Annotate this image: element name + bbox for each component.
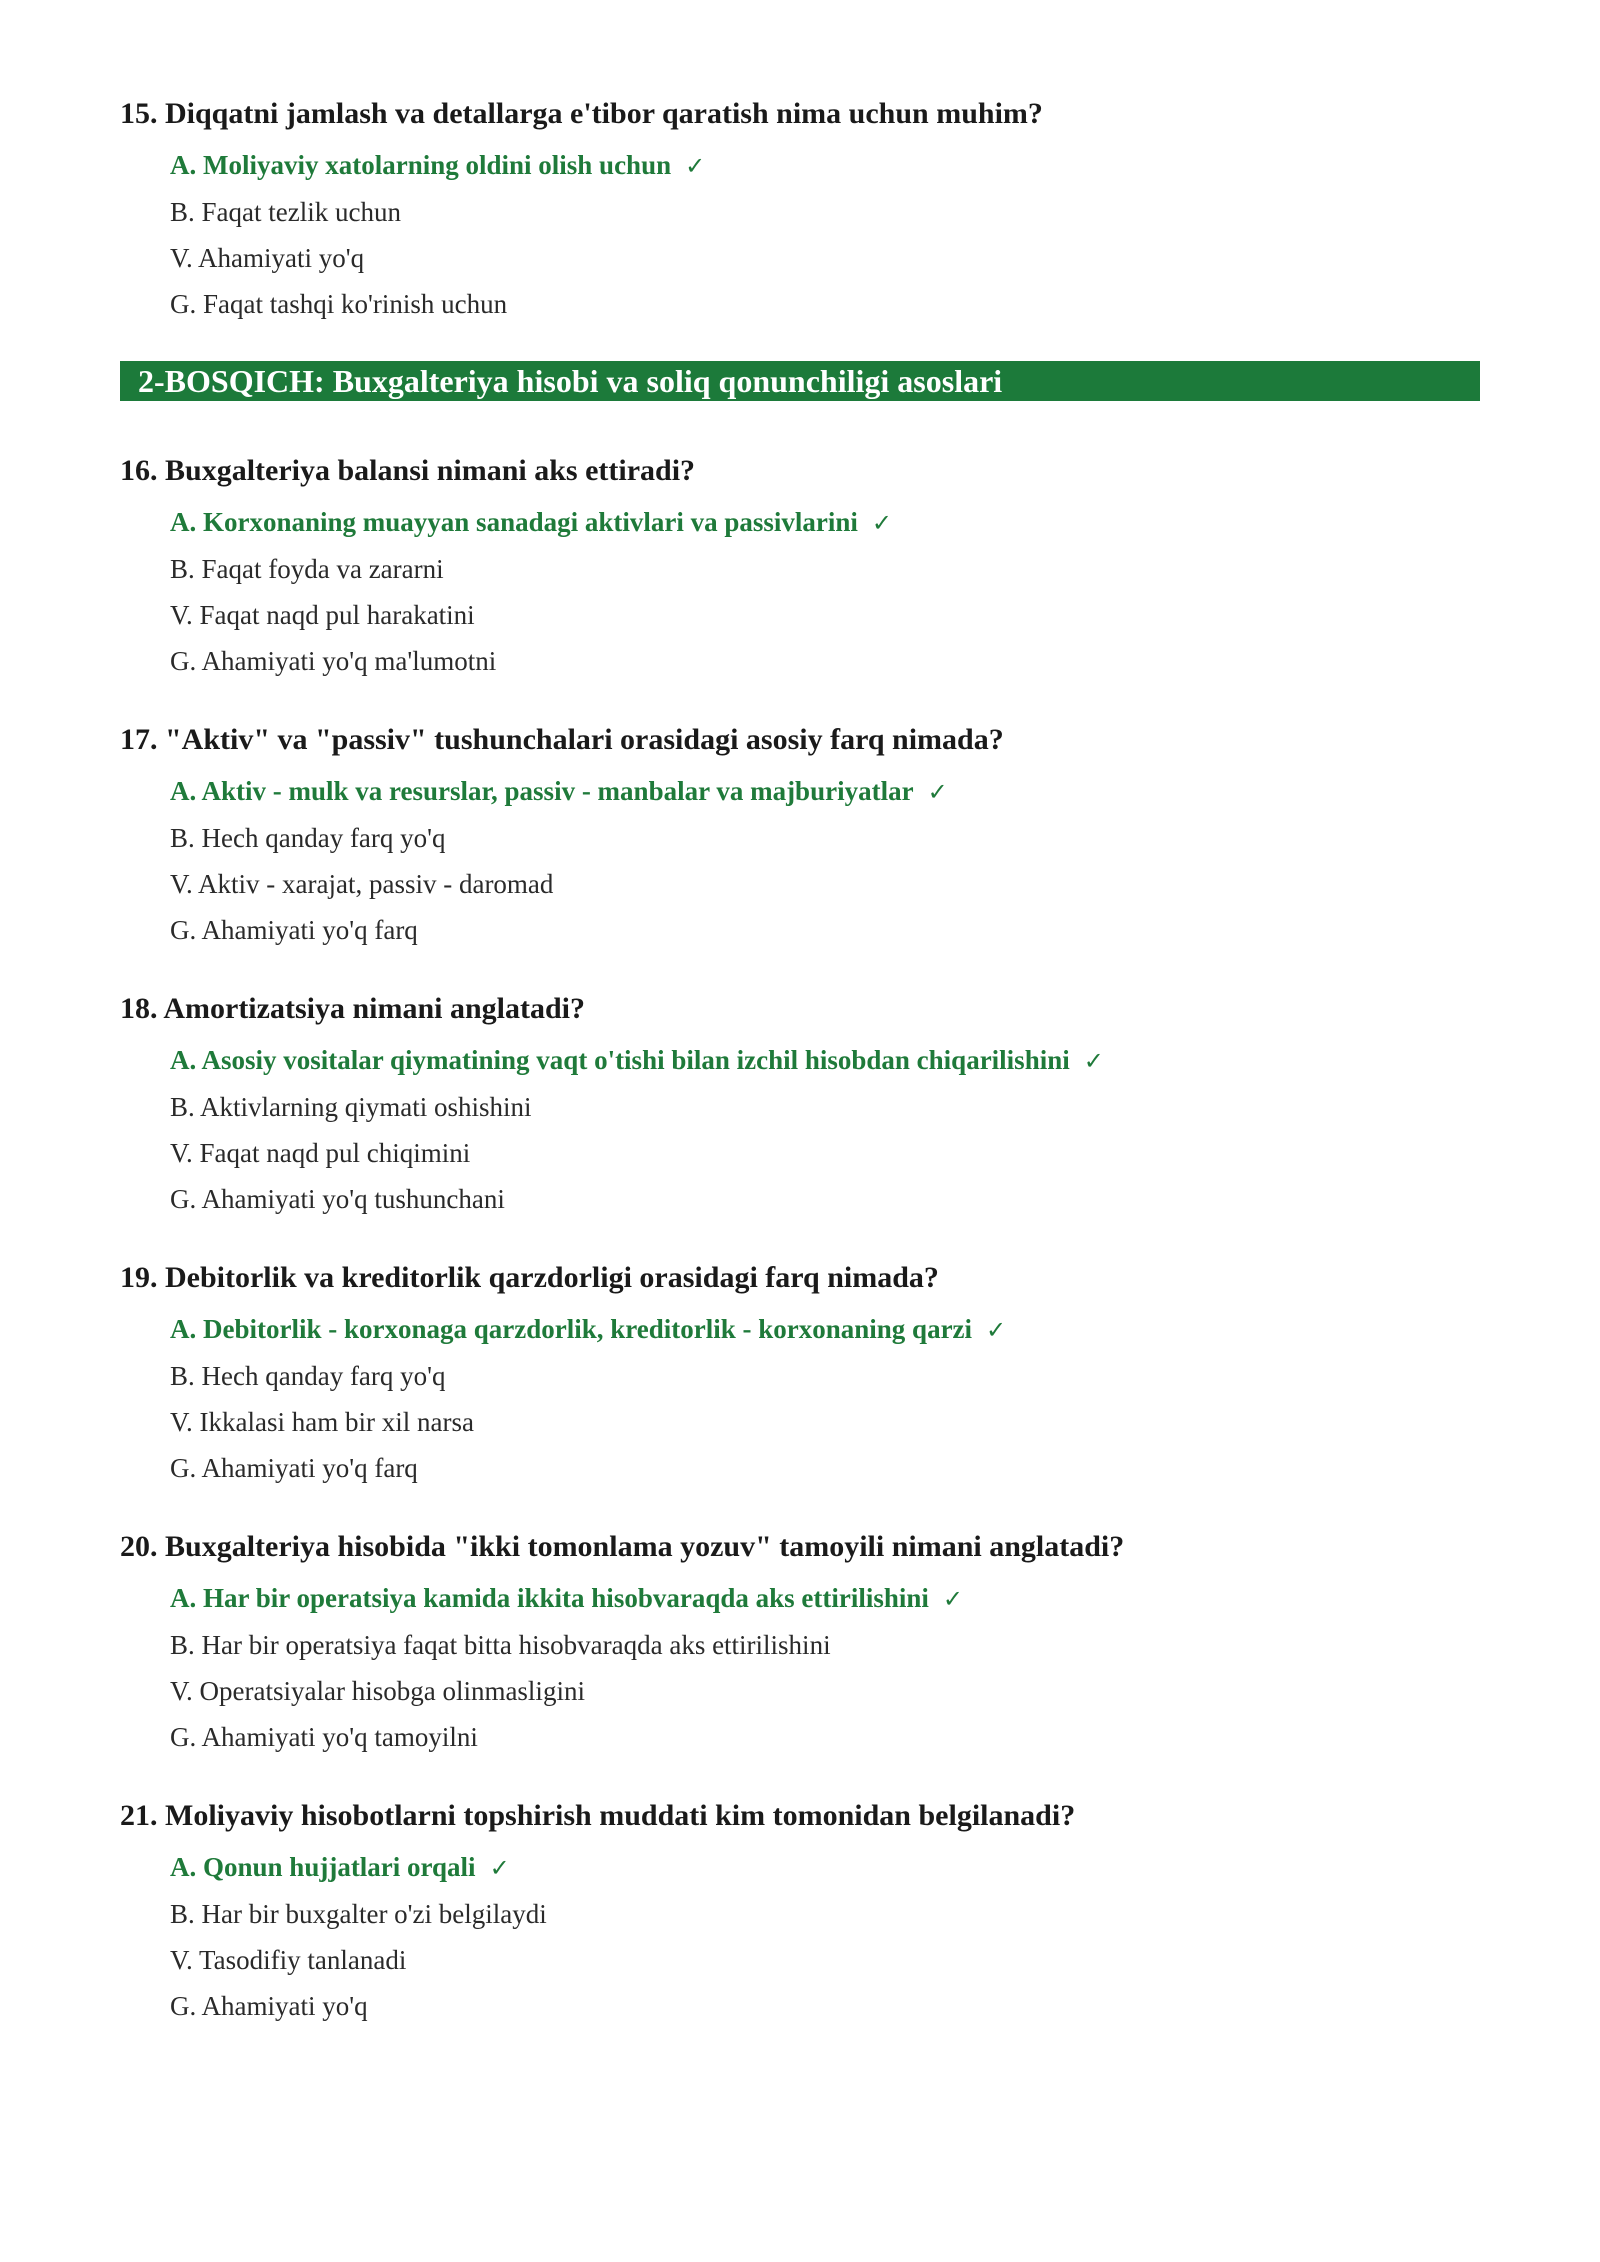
answer-option-text: V. Faqat naqd pul harakatini — [170, 600, 475, 630]
answer-option-text: B. Aktivlarning qiymati oshishini — [170, 1092, 532, 1122]
check-icon: ✓ — [942, 1585, 963, 1613]
answer-option-correct — [120, 768, 1480, 815]
answer-option — [120, 1622, 1480, 1668]
answer-option-text: V. Tasodifiy tanlanadi — [170, 1945, 407, 1975]
answer-option-text: A. Har bir operatsiya kamida ikkita hisobvaraqda aks ettirilishini — [170, 1583, 929, 1613]
answer-option — [120, 1353, 1480, 1399]
answer-option-correct — [120, 1306, 1480, 1353]
question-title: 16. Buxgalteriya balansi nimani aks ettiradi? — [120, 454, 696, 487]
answer-option-text: A. Qonun hujjatlari orqali — [170, 1852, 476, 1882]
question-list-before — [120, 92, 1480, 327]
answer-option-correct — [120, 1037, 1480, 1084]
answer-option — [120, 546, 1480, 592]
answer-option-text: V. Faqat naqd pul chiqimini — [170, 1138, 471, 1168]
answer-option-text: A. Moliyaviy xatolarning oldini olish uchun — [170, 150, 672, 180]
answer-option-text: V. Ahamiyati yo'q — [170, 243, 365, 273]
answer-option — [120, 1084, 1480, 1130]
answer-option — [120, 1891, 1480, 1937]
answer-option-text: B. Hech qanday farq yo'q — [170, 1361, 446, 1391]
answer-option — [120, 1399, 1480, 1445]
question-block — [120, 1256, 1480, 1491]
answer-option-text: G. Ahamiyati yo'q farq — [170, 915, 418, 945]
answer-option — [120, 1937, 1480, 1983]
answer-option — [120, 1983, 1480, 2029]
answer-option-text: G. Ahamiyati yo'q ma'lumotni — [170, 646, 497, 676]
answer-option-text: A. Korxonaning muayyan sanadagi aktivlari va passivlarini — [170, 507, 858, 537]
check-icon: ✓ — [927, 778, 948, 806]
document-page — [120, 92, 1480, 2063]
answer-option — [120, 1445, 1480, 1491]
answer-option — [120, 235, 1480, 281]
check-icon: ✓ — [685, 152, 706, 180]
answer-option-text: B. Faqat foyda va zararni — [170, 554, 444, 584]
question-block — [120, 1525, 1480, 1760]
check-icon: ✓ — [871, 509, 892, 537]
answer-option-text: V. Ikkalasi ham bir xil narsa — [170, 1407, 474, 1437]
question-block — [120, 1794, 1480, 2029]
question-block — [120, 718, 1480, 953]
answer-option — [120, 815, 1480, 861]
answer-option-text: B. Har bir operatsiya faqat bitta hisobvaraqda aks ettirilishini — [170, 1630, 831, 1660]
answer-option-text: B. Har bir buxgalter o'zi belgilaydi — [170, 1899, 547, 1929]
answer-option-text: G. Ahamiyati yo'q tamoyilni — [170, 1722, 478, 1752]
answer-option-text: G. Faqat tashqi ko'rinish uchun — [170, 289, 508, 319]
answer-option-text: G. Ahamiyati yo'q farq — [170, 1453, 418, 1483]
answer-option — [120, 1130, 1480, 1176]
answer-option-text: B. Hech qanday farq yo'q — [170, 823, 446, 853]
section-header: 2-BOSQICH: Buxgalteriya hisobi va soliq qonunchiligi asoslari — [120, 361, 1480, 401]
answer-option-text: G. Ahamiyati yo'q — [170, 1991, 368, 2021]
answer-option — [120, 592, 1480, 638]
question-title: 18. Amortizatsiya nimani anglatadi? — [120, 992, 586, 1025]
answer-option — [120, 189, 1480, 235]
check-icon: ✓ — [1083, 1047, 1104, 1075]
question-title: 19. Debitorlik va kreditorlik qarzdorligi orasidagi farq nimada? — [120, 1261, 939, 1294]
question-title: 15. Diqqatni jamlash va detallarga e'tibor qaratish nima uchun muhim? — [120, 97, 1043, 130]
check-icon: ✓ — [489, 1854, 510, 1882]
answer-option-text: V. Aktiv - xarajat, passiv - daromad — [170, 869, 554, 899]
answer-option — [120, 281, 1480, 327]
question-list — [120, 449, 1480, 2029]
answer-option — [120, 1714, 1480, 1760]
answer-option-text: A. Asosiy vositalar qiymatining vaqt o'tishi bilan izchil hisobdan chiqarilishini — [170, 1045, 1070, 1075]
question-title: 17. "Aktiv" va "passiv" tushunchalari orasidagi asosiy farq nimada? — [120, 723, 1004, 756]
question-title: 21. Moliyaviy hisobotlarni topshirish muddati kim tomonidan belgilanadi? — [120, 1799, 1076, 1832]
answer-option — [120, 1668, 1480, 1714]
question-block — [120, 449, 1480, 684]
answer-option — [120, 861, 1480, 907]
answer-option-correct — [120, 499, 1480, 546]
answer-option-text: B. Faqat tezlik uchun — [170, 197, 401, 227]
answer-option — [120, 907, 1480, 953]
answer-option-text: A. Debitorlik - korxonaga qarzdorlik, kreditorlik - korxonaning qarzi — [170, 1314, 973, 1344]
answer-option — [120, 1176, 1480, 1222]
answer-option-correct — [120, 1844, 1480, 1891]
check-icon: ✓ — [986, 1316, 1007, 1344]
answer-option-text: V. Operatsiyalar hisobga olinmasligini — [170, 1676, 585, 1706]
question-title: 20. Buxgalteriya hisobida "ikki tomonlama yozuv" tamoyili nimani anglatadi? — [120, 1530, 1125, 1563]
answer-option-correct — [120, 1575, 1480, 1622]
question-block — [120, 92, 1480, 327]
answer-option-text: A. Aktiv - mulk va resurslar, passiv - manbalar va majburiyatlar — [170, 776, 914, 806]
answer-option-text: G. Ahamiyati yo'q tushunchani — [170, 1184, 505, 1214]
answer-option — [120, 638, 1480, 684]
answer-option-correct — [120, 142, 1480, 189]
question-block — [120, 987, 1480, 1222]
